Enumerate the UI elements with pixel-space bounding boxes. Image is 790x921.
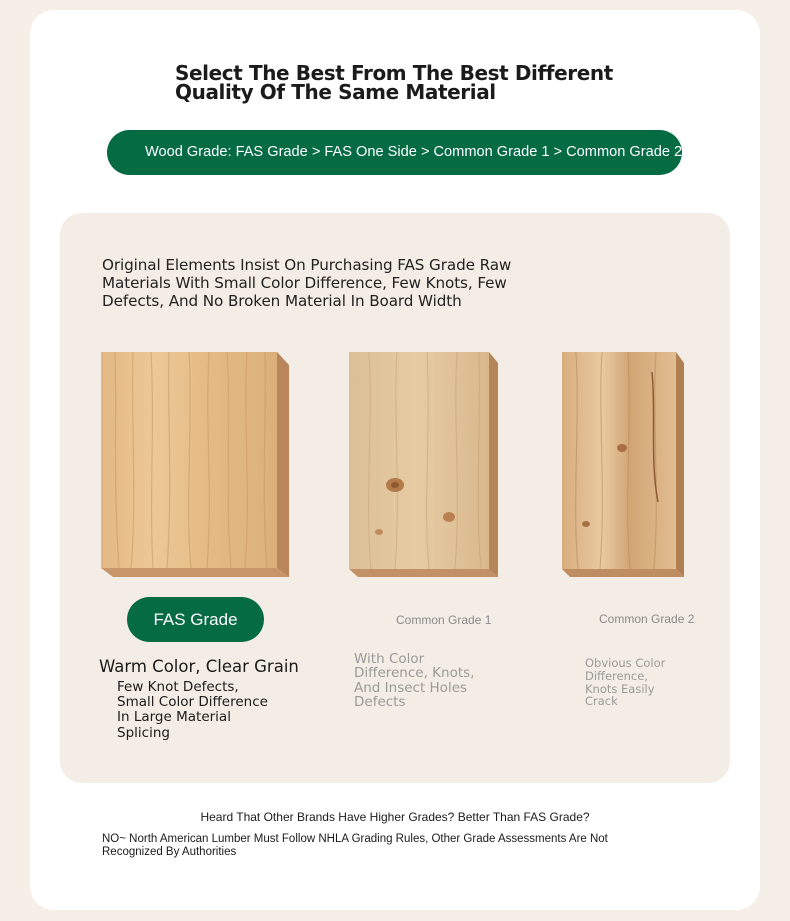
common-grade-1-wood-sample-image	[349, 352, 499, 578]
fas-grade-label: FAS Grade	[127, 597, 264, 642]
common-grade-1-description	[354, 652, 504, 710]
common-grade-2-label: Common Grade 2	[599, 612, 695, 626]
footer-answer-line-2: Recognized By Authorities	[102, 846, 237, 858]
common-grade-1-label: Common Grade 1	[396, 613, 492, 627]
fas-grade-title: Warm Color, Clear Grain	[99, 657, 299, 676]
c1-desc-line: And Insect Holes	[354, 679, 468, 696]
fas-desc-line: Few Knot Defects,	[117, 679, 239, 695]
title-line-2: Quality Of The Same Material	[175, 80, 496, 104]
fas-desc-line: Small Color Difference	[117, 694, 268, 711]
footer-answer-line-1: NO~ North American Lumber Must Follow NHLA Grading Rules, Other Grade Assessments Are Not	[102, 833, 608, 845]
c2-desc-line: Knots Easily	[585, 681, 655, 696]
wood-grade-banner	[107, 130, 682, 175]
footer-question: Heard That Other Brands Have Higher Grades? Better Than FAS Grade?	[200, 810, 590, 824]
c1-desc-line: Defects	[354, 694, 406, 711]
c2-desc-line: Crack	[585, 694, 618, 709]
intro-line-2: Materials With Small Color Difference, Few Knots, Few	[102, 274, 507, 292]
fas-grade-description	[117, 680, 287, 741]
panel-intro	[102, 256, 542, 310]
c1-desc-line: Difference, Knots,	[354, 665, 475, 682]
intro-line-3: Defects, And No Broken Material In Board Width	[102, 292, 462, 310]
c1-desc-line: With Color	[354, 651, 425, 667]
page-title	[175, 61, 615, 104]
c2-desc-line: Difference,	[585, 668, 648, 683]
footer-answer	[102, 833, 662, 859]
fas-desc-line: Splicing	[117, 724, 170, 741]
common-grade-2-wood-sample-image	[562, 352, 686, 578]
c2-desc-line: Obvious Color	[585, 656, 666, 670]
fas-wood-sample-image	[101, 352, 291, 578]
fas-desc-line: In Large Material	[117, 709, 231, 726]
common-grade-2-description	[585, 657, 685, 708]
intro-line-1: Original Elements Insist On Purchasing FAS Grade Raw	[102, 256, 512, 274]
title-line-1: Select The Best From The Best Different	[175, 61, 613, 85]
wood-grade-banner-text: Wood Grade: FAS Grade > FAS One Side > Common Grade 1 > Common Grade 2	[145, 144, 683, 160]
